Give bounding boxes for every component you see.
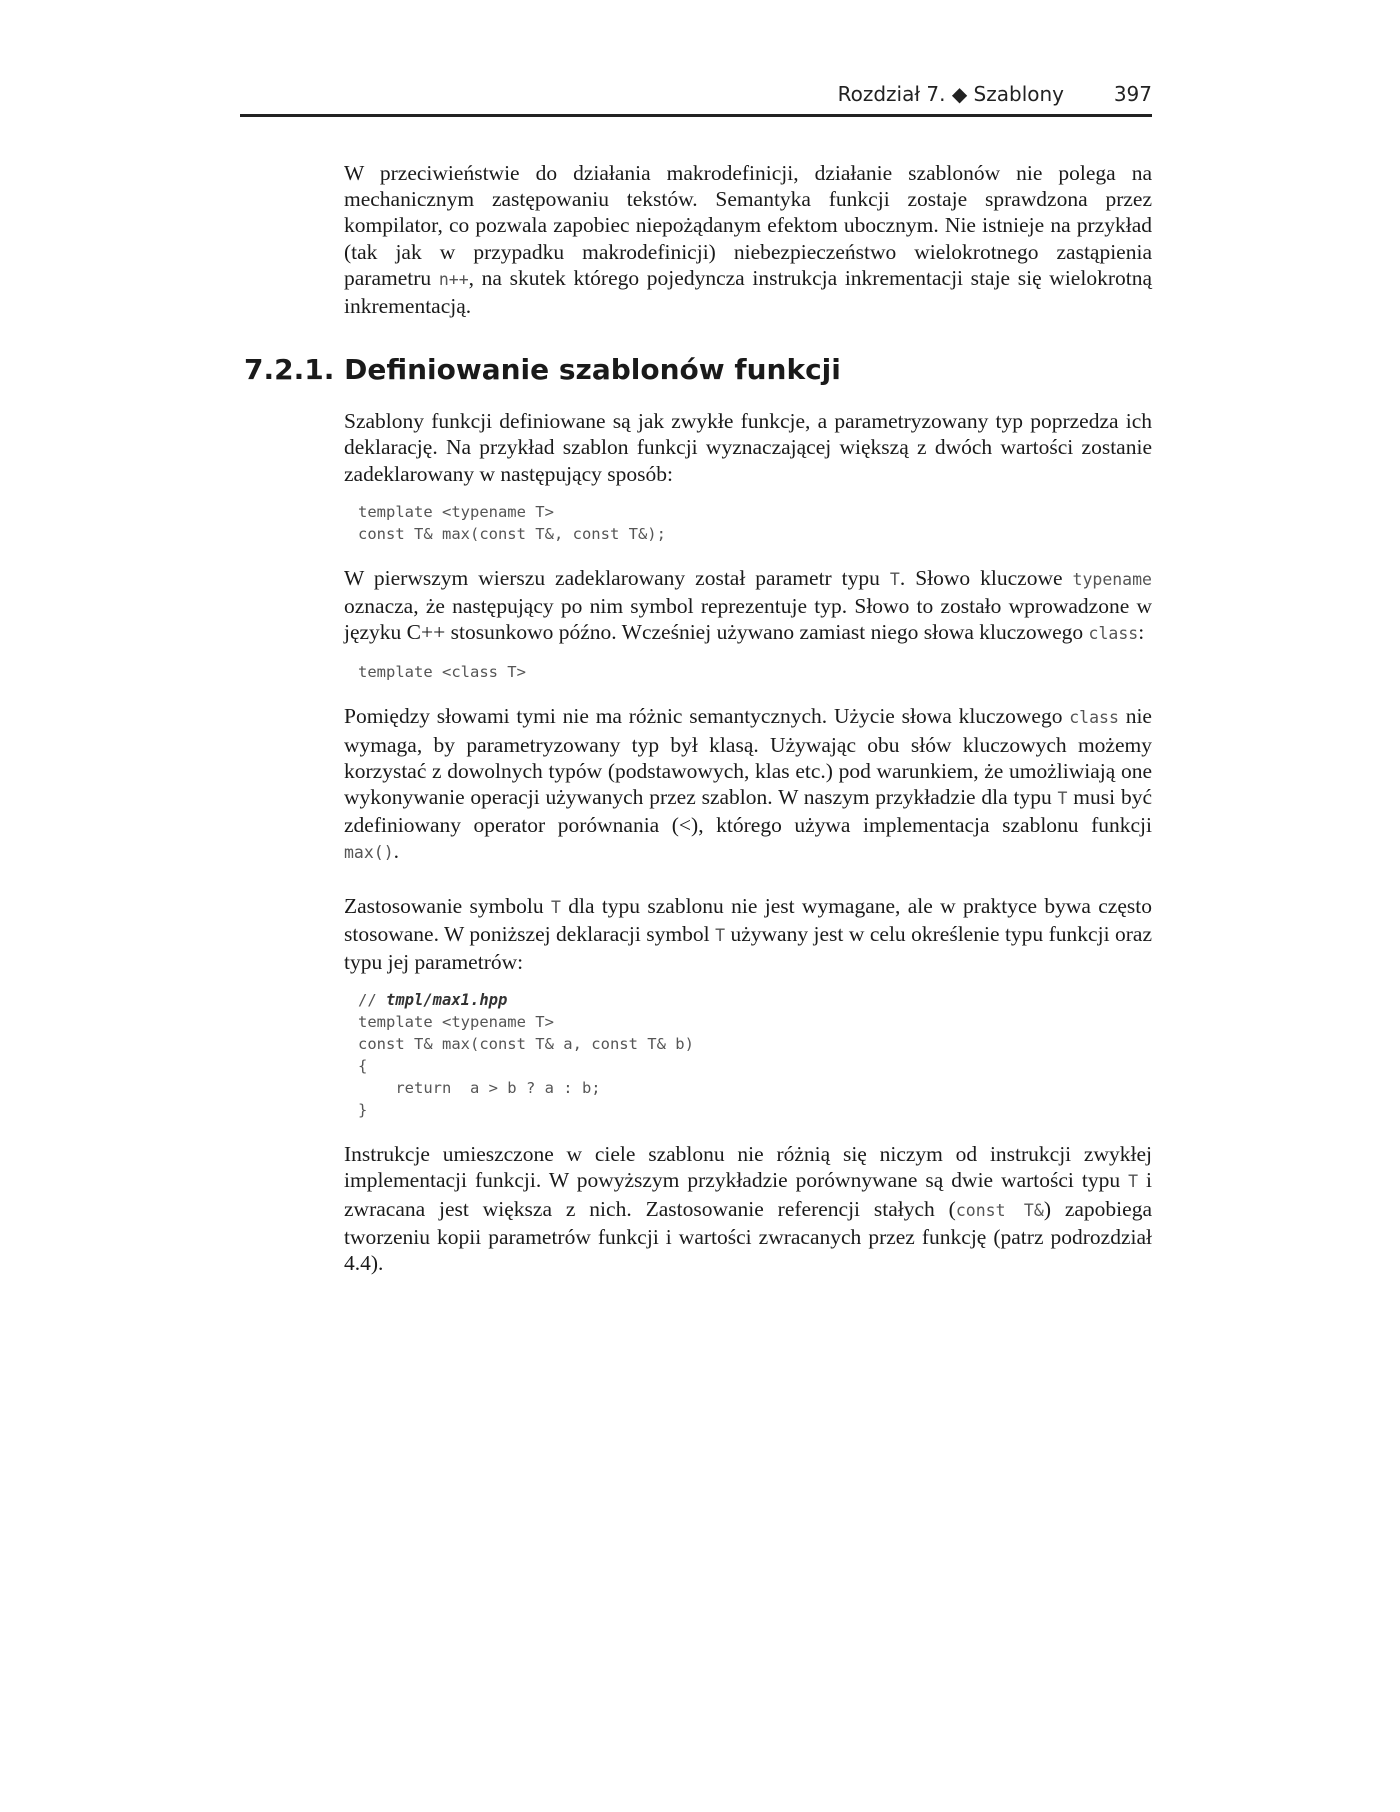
- code-block-declaration: [358, 501, 1152, 545]
- inline-code-n-increment: n++: [438, 269, 469, 289]
- text-span: Pomiędzy słowami tymi nie ma różnic semantycznych. Użycie słowa kluczowego: [344, 704, 1070, 729]
- text-span: :: [1138, 620, 1145, 645]
- inline-code: const T&: [955, 1200, 1044, 1220]
- inline-code: T: [550, 897, 561, 917]
- inline-code: max(): [344, 843, 394, 863]
- running-head: [240, 82, 1152, 110]
- code-line: return a > b ? a : b;: [358, 1079, 601, 1098]
- chapter-title: Rozdział 7. ◆ Szablony: [837, 82, 1064, 106]
- intro-text-2: , na skutek którego pojedyncza instrukcja inkrementacji staje się wielokrotną inkrementacją.: [344, 265, 1152, 319]
- inline-code: class: [1069, 708, 1119, 728]
- page-number: 397: [1113, 82, 1152, 106]
- section-heading: 7.2.1. Definiowanie szablonów funkcji: [244, 353, 841, 387]
- paragraph-typename: [344, 565, 1152, 648]
- code-comment: //: [358, 991, 386, 1010]
- text-span: Zastosowanie symbolu: [344, 893, 551, 918]
- header-rule: [240, 114, 1152, 117]
- inline-code: class: [1088, 624, 1139, 644]
- intro-text-1: W przeciwieństwie do działania makrodefinicji, działanie szablonów nie polega na mechanicznym zastępowaniu tekstów. Semantyka funkcji zostaje sprawdzona przez kompilator, co pozwala zapobiec niepożądanym efektom ubocznym. Nie istnieje na przykład (tak jak w przypadku makrodefinicji) niebezpieczeństwo wielokrotnego zastąpienia parametru: [344, 161, 1152, 290]
- code-line: const T& max(const T&, const T&);: [358, 524, 666, 543]
- code-line: template <class T>: [358, 663, 526, 682]
- intro-paragraph: [344, 160, 1152, 319]
- inline-code: T: [1057, 789, 1068, 809]
- inline-code: T: [715, 925, 725, 945]
- text-span: .: [393, 839, 400, 864]
- code-filename: tmpl/max1.hpp: [386, 991, 508, 1010]
- text-span: . Słowo kluczowe: [899, 565, 1073, 590]
- text-span: ) zapobiega tworzeniu kopii parametrów funkcji i wartości zwracanych przez funkcję (patrz podrozdział 4.4).: [344, 1196, 1152, 1276]
- paragraph-function-templates: Szablony funkcji definiowane są jak zwykłe funkcje, a parametryzowany typ poprzedza ich deklarację. Na przykład szablon funkcji wyznaczającej większą z dwóch wartości zostanie zadeklarowany w następujący sposób:: [344, 409, 1152, 486]
- paragraph-semantics: [344, 703, 1152, 866]
- code-line: const T& max(const T& a, const T& b): [358, 1035, 694, 1054]
- text-span: nie wymaga, by parametryzowany typ był klasą. Używając obu słów kluczowych możemy korzystać z dowolnych typów (podstawowych, klas etc.) pod warunkiem, że umożliwiają one wykonywanie operacji używanych przez szablon. W naszym przykładzie dla typu: [344, 704, 1152, 810]
- page-body: [244, 160, 1153, 1302]
- code-line: template <typename T>: [358, 1013, 554, 1032]
- inline-code: typename: [1072, 569, 1152, 589]
- code-line: {: [358, 1057, 368, 1076]
- code-line: }: [358, 1101, 368, 1120]
- text-span: używany jest w celu określenie typu funkcji oraz typu jej parametrów:: [344, 921, 1153, 975]
- text-span: oznacza, że następujący po nim symbol reprezentuje typ. Słowo to zostało wprowadzone w języku C++ stosunkowo późno. Wcześniej używano zamiast niego słowa kluczowego: [344, 594, 1152, 645]
- text-span: i zwracana jest większa z nich. Zastosowanie referencji stałych (: [344, 1168, 1152, 1221]
- paragraph-instructions: [344, 1141, 1152, 1276]
- paragraph-symbol-t: [344, 893, 1152, 976]
- code-line: template <typename T>: [358, 502, 554, 521]
- inline-code: T: [889, 569, 900, 589]
- inline-code: T: [1128, 1172, 1139, 1192]
- code-block-class: [358, 661, 1152, 683]
- text-span: musi być zdefiniowany operator porównania (<), którego używa implementacja szablonu funkcji: [344, 785, 1152, 838]
- text-span: W pierwszym wierszu zadeklarowany został parametr typu: [344, 565, 890, 590]
- text-span: dla typu szablonu nie jest wymagane, ale w praktyce bywa często stosowane. W poniższej deklaracji symbol: [344, 893, 1152, 946]
- text-span: Instrukcje umieszczone w ciele szablonu nie różnią się niczym od instrukcji zwykłej implementacji funkcji. W powyższym przykładzie porównywane są dwie wartości typu: [344, 1142, 1152, 1193]
- code-block-max-definition: [358, 989, 1152, 1121]
